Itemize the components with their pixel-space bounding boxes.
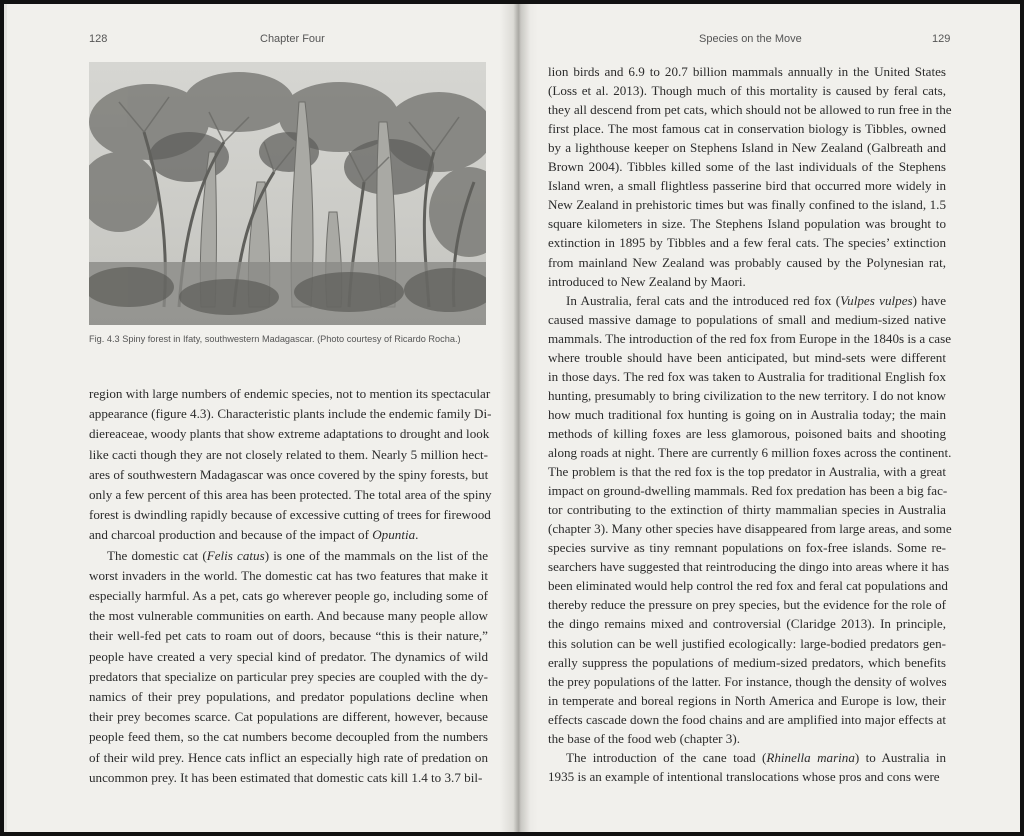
text-run: methods of killing foxes are less glamorous, poisoned baits and shooting [548, 425, 946, 441]
text-run: in temperate and boreal regions in North America and Europe is low, their [548, 692, 946, 708]
text-line [548, 405, 946, 424]
text-run: ) have [912, 292, 947, 308]
text-run: In Australia, feral cats and the introduced red fox ( [566, 292, 841, 308]
text-line [548, 157, 946, 176]
text-run: The introduction of the cane toad ( [566, 749, 767, 765]
text-run: lion birds and 6.9 to 20.7 billion mammals annually in the United States [548, 64, 946, 79]
text-line [89, 546, 488, 565]
text-line [548, 348, 946, 367]
text-run: The domestic cat ( [107, 547, 207, 563]
text-run: people feed them, so the cat numbers become decoupled from the numbers [89, 729, 488, 745]
text-line [89, 586, 488, 605]
text-run: . [415, 527, 419, 543]
text-run: their well-fed pet cats to roam out of doors, because “this is their nature,” [89, 628, 488, 644]
text-run: worst invaders in the world. The domestic cat has two features that make it [89, 567, 488, 583]
text-run: how much traditional fox hunting is going on in Australia today; the main [548, 406, 946, 422]
text-line [89, 687, 488, 706]
text-line [548, 253, 946, 272]
page-number-right: 129 [932, 33, 951, 45]
italic-term: Opuntia [372, 527, 416, 543]
text-run: ) to Australia in [854, 749, 947, 765]
text-line [548, 500, 946, 519]
text-run: this solution can be well justified ecologically: large-bodied predators gen- [548, 635, 946, 651]
text-run: where trouble should have been anticipated, but mind-sets were different [548, 349, 946, 365]
text-run: (chapter 3). Many other species have disappeared from large areas, and some [548, 521, 952, 537]
text-line [89, 626, 488, 645]
text-line [89, 445, 488, 464]
text-run: along roads at night. There are currently 6 million foxes across the continent. [548, 445, 952, 460]
text-run: forest is dwindling rapidly because of excessive cutting of trees for firewood [89, 507, 491, 523]
text-line [548, 634, 946, 653]
text-line [548, 62, 946, 81]
spiny-forest-photo [89, 62, 486, 325]
text-run: first place. The most famous cat in conservation biology is Tibbles, owned [548, 121, 946, 137]
running-head-left: Chapter Four [260, 33, 325, 45]
text-run: 1935 is an example of intentional translocations whose pros and cons were [548, 768, 940, 784]
text-run: namics of their prey populations, and predator populations decline when [89, 689, 488, 704]
text-line [89, 566, 488, 585]
text-line [548, 100, 952, 119]
text-run: predators that specialize on particular prey species are coupled with the dy- [89, 668, 488, 684]
text-run: they all descend from pet cats, which should not be allowed to run free in the [548, 102, 952, 118]
text-run: of their wild prey. Hence cats inflict an especially high rate of predation on [89, 749, 488, 765]
text-line [548, 672, 946, 691]
text-run: been eliminated would help control the red fox and feral cat populations and [548, 578, 948, 594]
text-line [548, 691, 946, 710]
text-line [548, 138, 946, 157]
text-line [548, 329, 952, 348]
text-line [89, 727, 488, 746]
text-line [89, 485, 492, 504]
text-line [548, 176, 946, 195]
text-run: tor contributing to the extinction of thirty mammalian species in Australia [548, 502, 946, 518]
text-run: mammals. The introduction of the red fox from Europe in the 1840s is a case [548, 330, 952, 346]
text-run: and charcoal production and because of the impact of [89, 527, 373, 543]
text-line [548, 653, 946, 672]
text-run: extinction in 1895 by Tibbles and a few feral cats. The species’ extinction [548, 235, 946, 251]
text-run: diereaceae, woody plants that show extreme adaptations to drought and look [89, 426, 490, 442]
text-line [548, 272, 946, 291]
text-run: Brown 2004). Tibbles killed some of the last individuals of the Stephens [548, 159, 946, 175]
italic-term: Vulpes vulpes [840, 292, 913, 308]
text-line [548, 214, 946, 233]
text-line [89, 525, 488, 544]
text-line [89, 707, 488, 726]
text-run: introduced to New Zealand by Maori. [548, 273, 746, 289]
italic-term: Rhinella marina [766, 749, 855, 765]
text-line [548, 614, 946, 633]
text-run: appearance (figure 4.3). Characteristic plants include the endemic family Di- [89, 406, 492, 422]
text-line [89, 424, 488, 443]
text-line [548, 462, 946, 481]
text-run: by a lighthouse keeper on Stephens Island in New Zealand (Galbreath and [548, 140, 946, 156]
text-line [548, 481, 946, 500]
text-line [89, 505, 491, 524]
text-line [548, 291, 946, 310]
text-run: impact on ground-dwelling mammals. Red fox predation has been a big fac- [548, 483, 948, 499]
text-line [89, 667, 488, 686]
text-line [548, 443, 952, 462]
text-run: New Zealand in prehistoric times but was finally confined to the island, 1.5 [548, 197, 946, 213]
text-line [548, 519, 952, 538]
text-line [548, 576, 946, 595]
text-line [89, 404, 492, 423]
text-line [548, 767, 946, 786]
text-line [548, 424, 946, 443]
figure-photo [89, 62, 486, 325]
text-run: like cacti though they are not closely related to them. Nearly 5 million hect- [89, 446, 488, 462]
text-line [548, 233, 946, 252]
text-run: hunting, presumably to bring civilization to the new territory. I do not know [548, 387, 946, 403]
text-run: thereby reduce the pressure on prey species, but the evidence for the role of [548, 597, 946, 613]
text-line [548, 386, 946, 405]
text-line [89, 647, 488, 666]
text-run: Island wren, a small flightless passerine bird that occurred more widely in [548, 178, 946, 194]
text-line [548, 538, 946, 557]
text-run: species survive as tiny remnant populations on fox-free islands. Some re- [548, 540, 946, 556]
left-page [4, 4, 508, 832]
text-line [89, 384, 491, 403]
text-run: ares of southwestern Madagascar was once covered by the spiny forests, but [89, 466, 489, 482]
running-head-right: Species on the Move [699, 33, 802, 45]
text-line [548, 748, 946, 767]
text-line [548, 710, 946, 729]
text-line [89, 748, 488, 767]
text-run: uncommon prey. It has been estimated that domestic cats kill 1.4 to 3.7 bil- [89, 769, 483, 785]
text-run: from mainland New Zealand was probably caused by the Polynesian rat, [548, 254, 946, 270]
text-line [89, 465, 488, 484]
italic-term: Felis catus [206, 547, 265, 563]
text-run: The problem is that the red fox is the top predator in Australia, with a great [548, 464, 946, 480]
text-run: region with large numbers of endemic species, not to mention its spectacular [89, 386, 491, 401]
text-run: ) is one of the mammals on the list of the [264, 547, 488, 563]
text-run: the base of the food web (chapter 3). [548, 730, 740, 746]
page-number-left: 128 [89, 33, 108, 45]
text-run: people have created a very special kind of predator. The dynamics of wild [89, 648, 488, 664]
text-line [548, 195, 946, 214]
text-line [548, 310, 946, 329]
text-run: (Loss et al. 2013). Though much of this mortality is caused by feral cats, [548, 83, 946, 99]
right-page [516, 4, 1020, 832]
figure-caption: Fig. 4.3 Spiny forest in Ifaty, southwestern Madagascar. (Photo courtesy of Ricardo Rocha.) [89, 334, 461, 344]
text-line [548, 595, 946, 614]
text-line [548, 729, 946, 748]
text-run: the most vulnerable communities on earth. And because many people allow [89, 608, 488, 624]
text-run: erally suppress the populations of medium-sized predators, which benefits [548, 654, 946, 670]
text-run: caused massive damage to populations of small and medium-sized native [548, 311, 946, 327]
text-line [548, 557, 950, 576]
text-run: the dingo remains mixed and controversial (Claridge 2013). In principle, [548, 616, 946, 632]
text-line [548, 81, 946, 100]
text-line [89, 768, 488, 787]
text-run: especially harmful. As a pet, cats go wherever people go, including some of [89, 588, 488, 603]
text-run: only a few percent of this area has been protected. The total area of the spiny [89, 487, 492, 502]
text-run: their prey becomes scarce. Cat populations are different, however, because [89, 709, 488, 725]
book-spread [4, 4, 1020, 832]
text-line [548, 119, 946, 138]
text-run: the prey populations of the latter. For instance, though the density of wolves [548, 673, 947, 689]
text-line [548, 367, 946, 386]
text-line [89, 606, 488, 625]
text-run: in those days. The red fox was taken to Australia for traditional English fox [548, 368, 946, 384]
text-run: searchers have suggested that reintroducing the dingo into areas where it has [548, 559, 950, 575]
text-run: effects cascade down the food chains and are amplified into major effects at [548, 711, 946, 727]
text-run: square kilometers in size. The Stephens Island population was brought to [548, 216, 946, 232]
